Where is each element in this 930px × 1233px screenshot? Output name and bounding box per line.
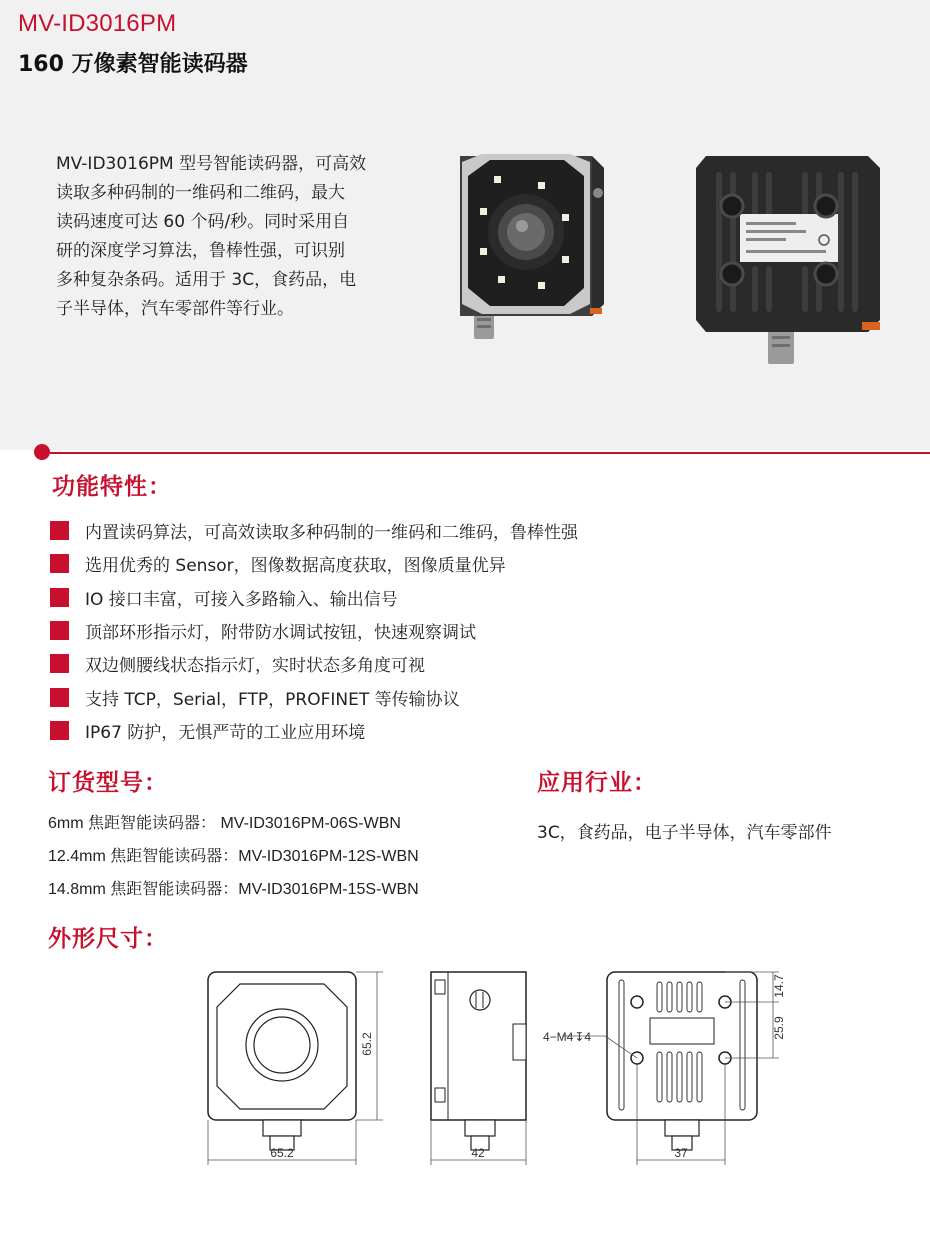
intro-line: 读取多种码制的一维码和二维码，最大 [56,183,345,203]
order-item: 12.4mm 焦距智能读码器：MV-ID3016PM-12S-WBN [48,848,419,865]
square-bullet-icon [50,588,69,607]
industry-title: 应用行业： [537,770,657,796]
list-item [50,514,910,547]
list-item [50,714,910,747]
square-bullet-icon [50,554,69,573]
feature-text: IO 接口丰富，可接入多路输入、输出信号 [85,589,398,610]
back-top-offset-label: 14.7 [772,974,786,998]
features-list [50,514,910,747]
screw-thread: 4−M4 [543,1030,574,1044]
list-item [50,547,910,580]
list-item [50,581,910,614]
screw-spec-label [543,1030,591,1044]
ordering-title: 订货型号： [48,770,168,796]
front-width-label: 65.2 [270,1146,294,1160]
industry-text: 3C，食药品，电子半导体，汽车零部件 [537,823,832,843]
screw-depth: 4 [584,1030,592,1044]
order-item: 6mm 焦距智能读码器： MV-ID3016PM-06S-WBN [48,815,401,832]
feature-text: 内置读码算法，可高效读取多种码制的一维码和二维码，鲁棒性强 [85,523,578,544]
square-bullet-icon [50,721,69,740]
square-bullet-icon [50,688,69,707]
feature-text: 顶部环形指示灯，附带防水调试按钮，快速观察调试 [85,623,476,644]
list-item [50,614,910,647]
front-height-label: 65.2 [360,1032,374,1056]
back-hole-spacing-label: 37 [674,1146,688,1160]
product-subtitle: 160 万像素智能读码器 [18,52,248,77]
square-bullet-icon [50,521,69,540]
list-item [50,680,910,713]
feature-text: 双边侧腰线状态指示灯，实时状态多角度可视 [85,656,425,677]
divider-dot [34,444,50,460]
product-back-image [692,152,884,370]
feature-text: IP67 防护，无惧严苛的工业应用环境 [85,722,366,743]
intro-line: 研的深度学习算法，鲁棒性强，可识别 [56,241,345,261]
intro-line: 子半导体，汽车零部件等行业。 [56,299,294,319]
ordering-list [48,812,419,911]
intro-line: 读码速度可达 60 个码/秒。同时采用自 [56,212,350,232]
order-item: 14.8mm 焦距智能读码器：MV-ID3016PM-15S-WBN [48,881,419,898]
features-title: 功能特性： [52,474,172,500]
back-view-drawing [543,972,786,1165]
dimension-drawing [195,960,795,1170]
side-view-drawing [431,972,526,1165]
product-front-image [452,148,612,343]
square-bullet-icon [50,621,69,640]
intro-paragraph [56,150,406,324]
intro-line: 多种复杂条码。适用于 3C，食药品，电 [56,270,357,290]
front-view-drawing [208,972,383,1165]
side-width-label: 42 [471,1146,485,1160]
intro-line: MV-ID3016PM 型号智能读码器，可高效 [56,154,367,174]
model-code: MV-ID3016PM [18,10,177,37]
feature-text: 支持 TCP，Serial，FTP，PROFINET 等传输协议 [85,689,460,710]
feature-text: 选用优秀的 Sensor，图像数据高度获取，图像质量优异 [85,556,506,577]
square-bullet-icon [50,654,69,673]
dimensions-title: 外形尺寸： [48,926,168,952]
depth-icon: ↧ [574,1030,585,1044]
section-divider [50,452,930,454]
list-item [50,647,910,680]
back-vertical-spacing-label: 25.9 [772,1016,786,1040]
